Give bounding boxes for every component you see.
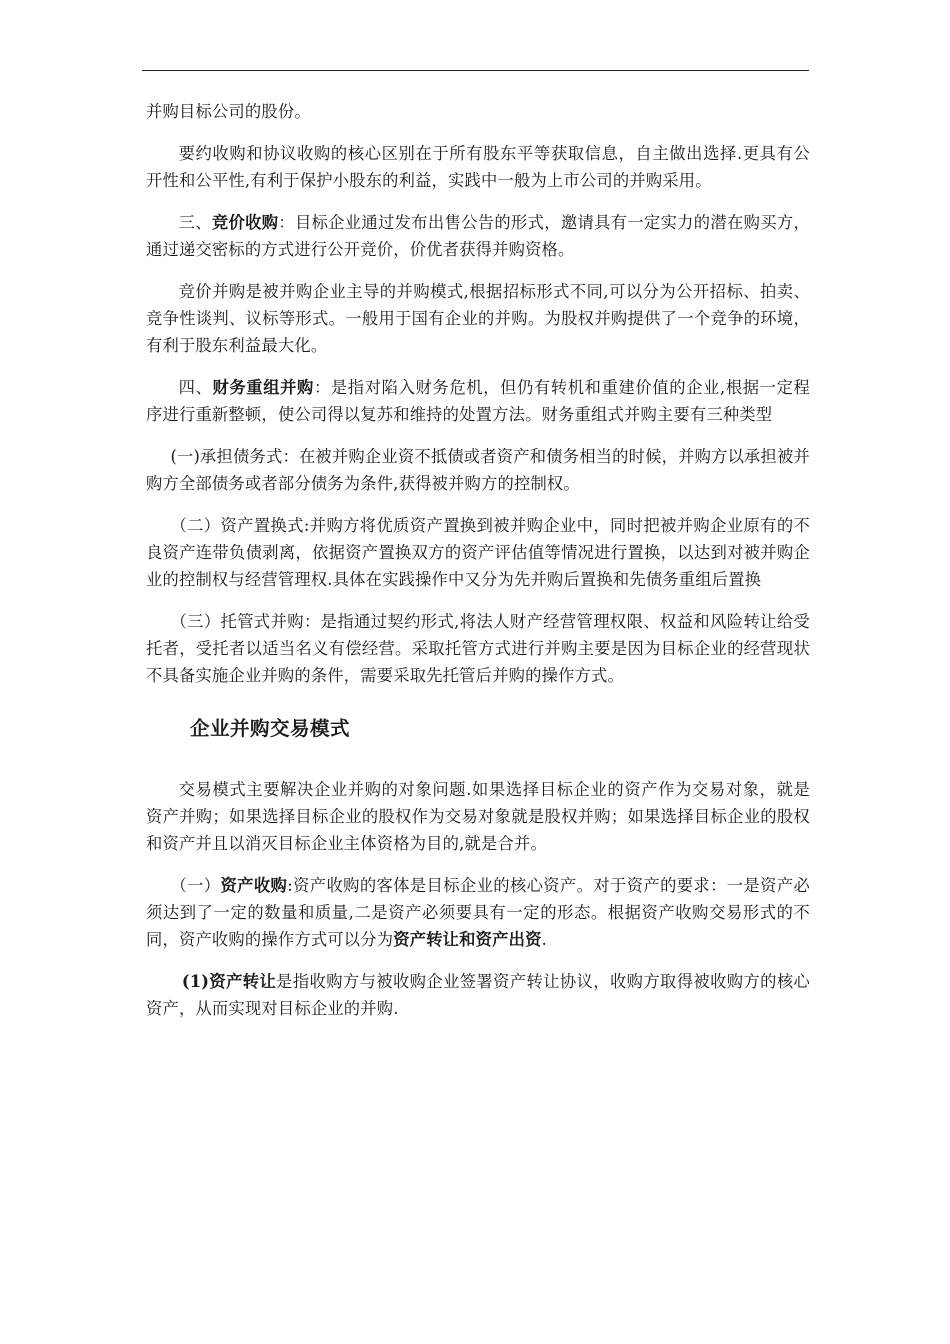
term-asset-transfer-contribution: 资产转让和资产出资: [393, 930, 542, 949]
paragraph-7: （二）资产置换式:并购方将优质资产置换到被并购企业中，同时把被并购企业原有的不良资产连带负债剥离，依据资产置换双方的资产评估值等情况进行置换，以达到对被并购企业的控制权与经营管理权.具体在实践操作中又分为先并购后置换和先债务重组后置换: [146, 516, 810, 589]
document-body: [146, 98, 810, 1022]
header-rule: [142, 70, 809, 71]
term-bidding-acquisition: 竞价收购: [211, 213, 279, 232]
paragraph-5-text: ：是指对陷入财务危机，但仍有转机和重建价值的企业,根据一定程序进行重新整顿，使公司得以复苏和维持的处置方法。财务重组式并购主要有三种类型: [146, 378, 811, 424]
section-prefix: （一）: [170, 876, 221, 895]
paragraph-11: [146, 968, 810, 1022]
paragraph-5: [146, 374, 810, 428]
paragraph-10: （一）资产收购:资产收购的客体是目标企业的核心资产。对于资产的要求：一是资产必须达到了一定的数量和质量,二是资产必须要具有一定的形态。根据资产收购交易形式的不同，资产收购的操作方式可以分为资产转让和资产出资.: [146, 876, 810, 949]
paragraph-1: 并购目标公司的股份。: [146, 102, 311, 121]
term-asset-transfer: (1)资产转让: [181, 972, 277, 991]
paragraph-10-text: :资产收购的客体是目标企业的核心资产。对于资产的要求：一是资产必须达到了一定的数量和质量,二是资产必须要具有一定的形态。根据资产收购交易形式的不同，资产收购的操作方式可以分为: [146, 876, 810, 949]
paragraph-9: 交易模式主要解决企业并购的对象问题.如果选择目标企业的资产作为交易对象，就是资产并购；如果选择目标企业的股权作为交易对象就是股权并购；如果选择目标企业的股权和资产并且以消灭目标企业主体资格为目的,就是合并。: [146, 780, 810, 853]
term-asset-acquisition: 资产收购: [220, 876, 288, 895]
term-financial-restructuring: 财务重组并购: [212, 378, 314, 397]
paragraph-3-text: ：目标企业通过发布出售公告的形式，邀请具有一定实力的潜在购买方，通过递交密标的方式进行公开竞价，价优者获得并购资格。: [146, 213, 810, 259]
paragraph-8: （三）托管式并购：是指通过契约形式,将法人财产经营管理权限、权益和风险转让给受托者，受托者以适当名义有偿经营。采取托管方式进行并购主要是因为目标企业的经营现状不具备实施企业并购的条件，需要采取先托管后并购的操作方式。: [146, 612, 810, 685]
section-prefix: 四、: [178, 378, 213, 397]
paragraph-6: (一)承担债务式：在被并购企业资不抵债或者资产和债务相当的时候，并购方以承担被并购方全部债务或者部分债务为条件,获得被并购方的控制权。: [146, 447, 810, 493]
paragraph-3: [146, 209, 810, 263]
paragraph-2: 要约收购和协议收购的核心区别在于所有股东平等获取信息，自主做出选择.更具有公开性和公平性,有利于保护小股东的利益，实践中一般为上市公司的并购采用。: [146, 144, 810, 190]
paragraph-11-text: 是指收购方与被收购企业签署资产转让协议，收购方取得被收购方的核心资产，从而实现对目标企业的并购.: [146, 972, 811, 1018]
section-prefix: 三、: [178, 213, 212, 232]
section-heading: 企业并购交易模式: [190, 717, 351, 740]
paragraph-4: 竞价并购是被并购企业主导的并购模式,根据招标形式不同,可以分为公开招标、拍卖、竞争性谈判、议标等形式。一般用于国有企业的并购。为股权并购提供了一个竞争的环境，有利于股东利益最大化。: [146, 282, 810, 355]
